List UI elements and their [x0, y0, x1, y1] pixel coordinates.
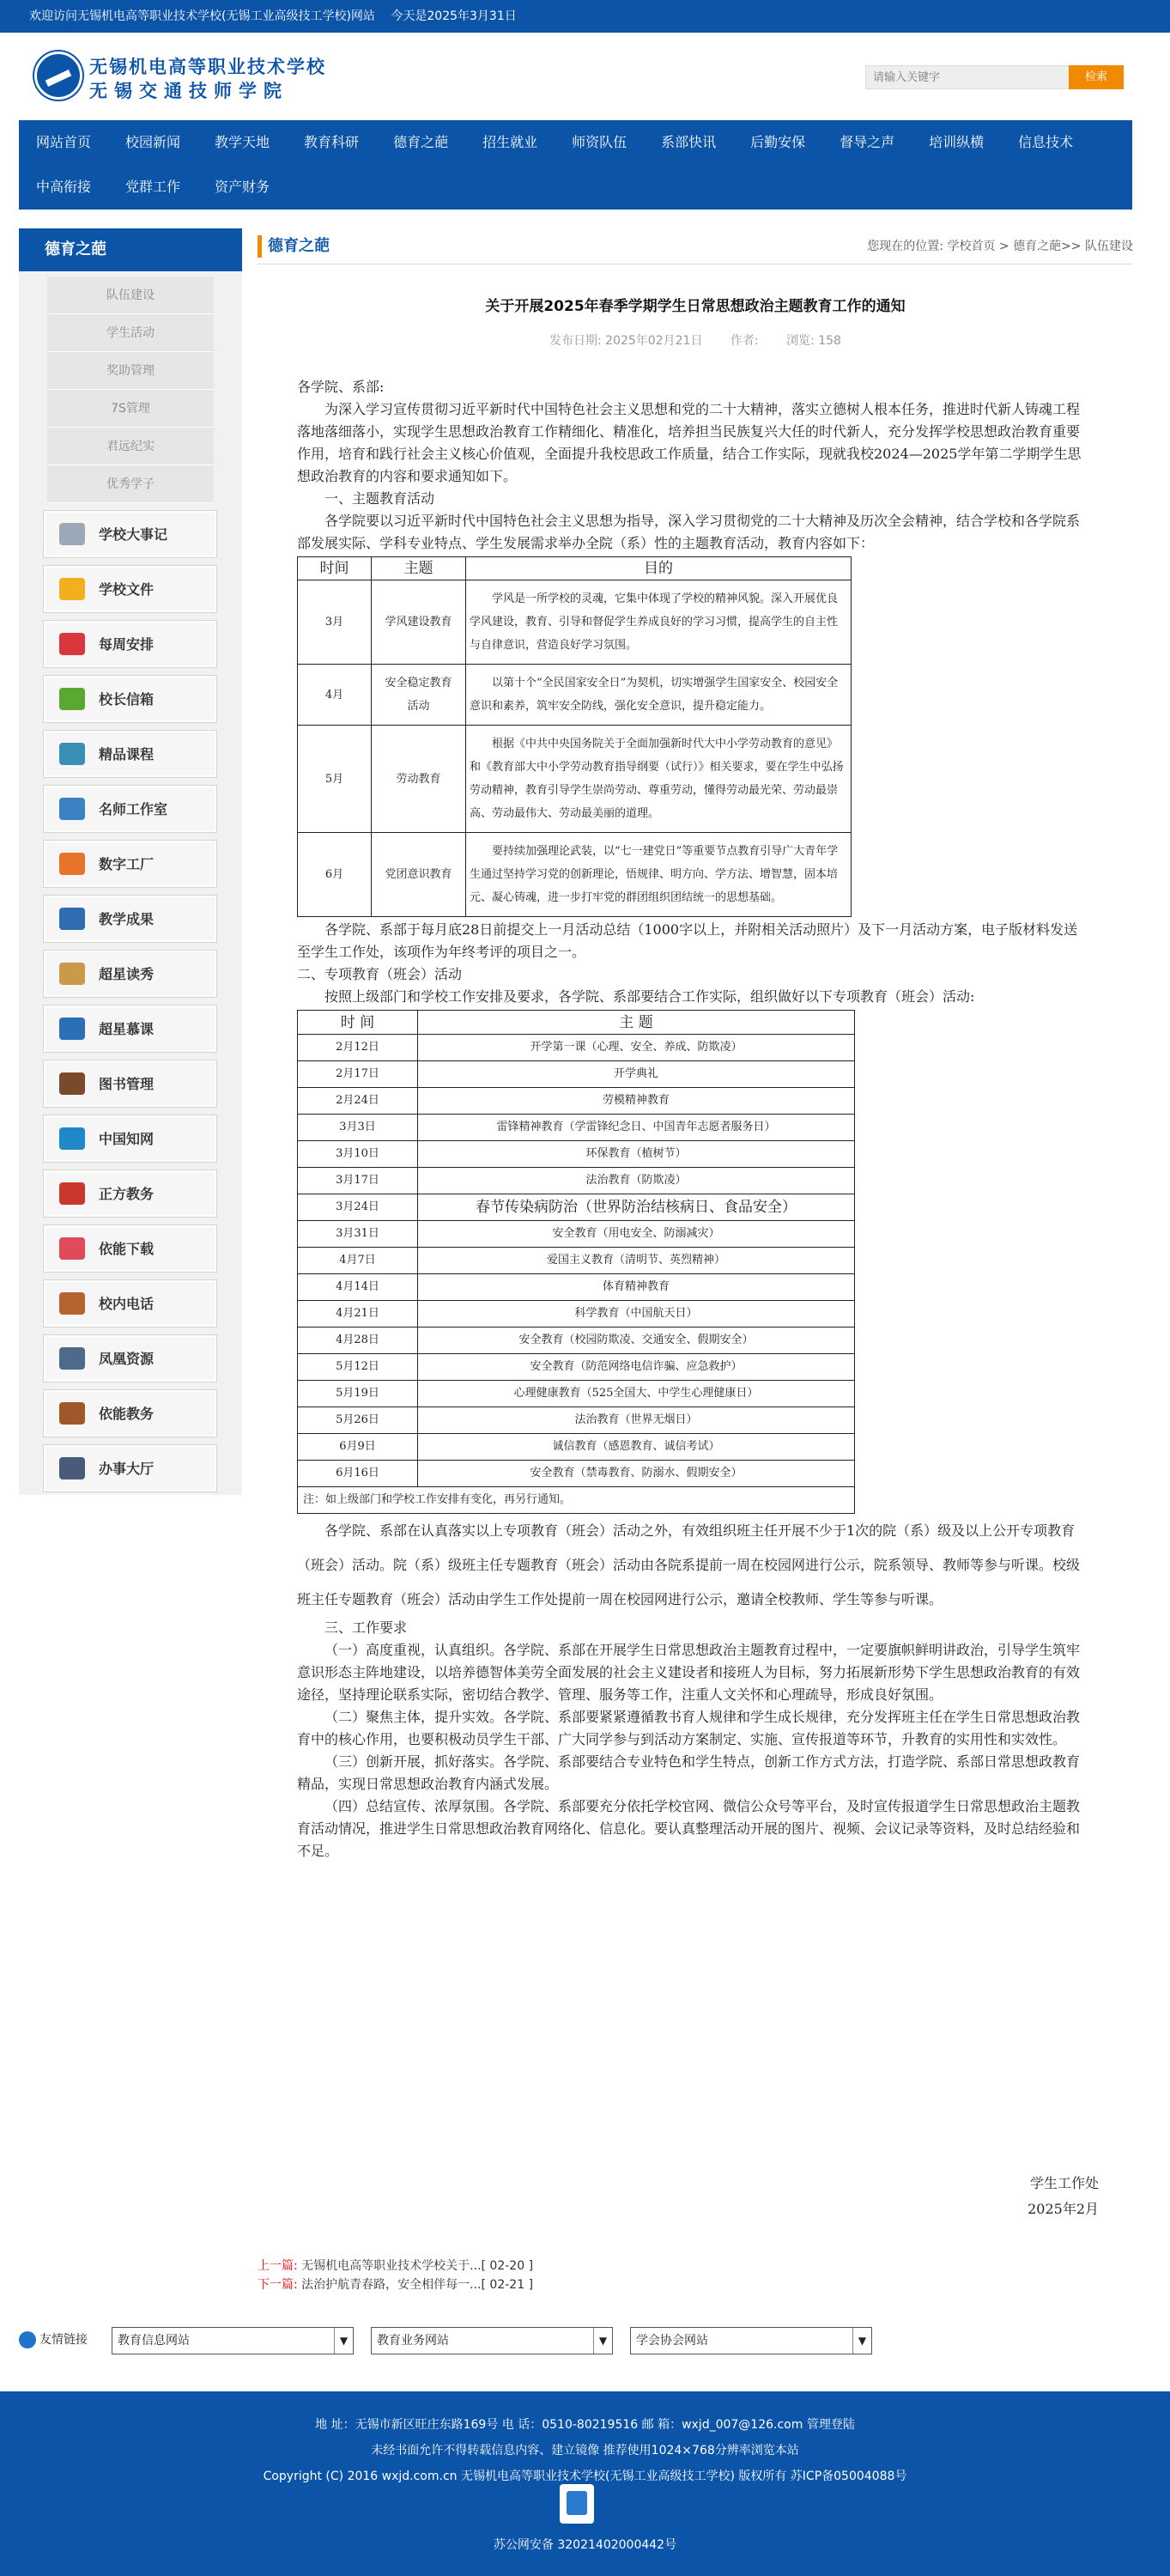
quick-link-button[interactable]: [43, 1334, 217, 1382]
sidebar-sub-item[interactable]: 7S管理: [47, 390, 214, 428]
table-cell: 法治教育（世界无烟日）: [418, 1407, 855, 1434]
table-cell: 4月28日: [298, 1327, 418, 1354]
search-input[interactable]: [865, 65, 1070, 89]
factory-icon: [59, 853, 85, 875]
article-meta: [258, 331, 1133, 349]
satellite-dish-icon: [59, 1457, 85, 1479]
table-row: [298, 1434, 855, 1461]
paragraph-2: 各学院、系部于每月底28日前提交上一月活动总结（1000字以上，并附相关活动照片）及下一月活动方案，电子版材料发送至学生工作处，该项作为年终考评的项目之一。: [297, 921, 1078, 960]
heading-2: 二、专项教育（班会）活动: [297, 966, 463, 982]
table-cell: 根据《中共中央国务院关于全面加强新时代大中小学劳动教育的意见》和《教育部大中小学劳动教育指导纲要（试行）》相关要求，要在学生中弘扬劳动精神，教育引导学生崇尚劳动、尊重劳动，懂得劳动最光荣、劳动最崇高、劳动最伟大、劳动最美丽的道理。: [466, 726, 852, 833]
quick-link-button[interactable]: [43, 730, 217, 778]
table-cell: 科学教育（中国航天日）: [418, 1301, 855, 1327]
table-cell: 环保教育（植树节）: [418, 1141, 855, 1168]
quick-link-button[interactable]: [43, 895, 217, 943]
table-cell: 2月17日: [298, 1061, 418, 1088]
logo-line-1: 无锡机电高等职业技术学校: [89, 56, 326, 77]
table-cell: 要持续加强理论武装，以“七一建党日”等重要节点教育引导广大青年学生通过坚持学习党的创新理论，悟规律、明方向、学方法、增智慧，固本培元、凝心铸魂，进一步打牢党的群团组织团结统一的思想基础。: [466, 833, 852, 917]
sidebar-sub-item[interactable]: 奖助管理: [47, 352, 214, 390]
quick-link-label: 校长信箱: [99, 691, 155, 708]
table-cell: 学风建设教育: [372, 580, 466, 665]
table-cell: 安全教育（校园防欺凌、交通安全、假期安全）: [418, 1327, 855, 1354]
nav-item[interactable]: 党群工作: [125, 179, 181, 195]
paragraph-4: 各学院、系部在认真落实以上专项教育（班会）活动之外，有效组织班主任开展不少于1次的院（系）级及以上公开专项教育（班会）活动。院（系）级班主任专题教育（班会）活动由各院系提前一周在校园网进行公示，院系领导、教师等参与听课。校级班主任专题教育（班会）活动由学生工作处提前一周在校园网进行公示，邀请全校教师、学生等参与听课。: [297, 1522, 1081, 1607]
table-cell: 2月12日: [298, 1035, 418, 1061]
table-row: [298, 1061, 855, 1088]
prev-label: 上一篇:: [258, 2259, 298, 2273]
quick-link-label: 数字工厂: [99, 856, 155, 872]
footer-notice: 未经书面允许不得转载信息内容、建立镜像 推荐使用1024×768分辨率浏览本站: [371, 2444, 799, 2458]
globe-icon: [59, 1127, 85, 1150]
table-cell: 党团意识教育: [372, 833, 466, 917]
quick-link-label: 每周安排: [99, 636, 155, 653]
table-row: [298, 1141, 855, 1168]
prev-title[interactable]: 无锡机电高等职业技术学校关于...[ 02-20 ]: [301, 2259, 534, 2273]
table-cell: 安全教育（防范网络电信诈骗、应急救护）: [418, 1354, 855, 1381]
table-cell: 3月: [298, 580, 372, 665]
top-bar: [0, 0, 1170, 33]
quick-link-button[interactable]: [43, 785, 217, 833]
footer-copyright: Copyright (C) 2016 wxjd.com.cn 无锡机电高等职业技术学校(无锡工业高级技工学校) 版权所有 苏ICP备05004088号: [263, 2470, 907, 2483]
select-value: 教育信息网站: [118, 2334, 190, 2348]
table-cell: 3月3日: [298, 1115, 418, 1141]
download-icon: [59, 688, 85, 710]
table-cell: 2月24日: [298, 1088, 418, 1115]
view-count: 浏览: 158: [786, 334, 841, 348]
table-cell: 6月9日: [298, 1434, 418, 1461]
sidebar-sub-item[interactable]: 君远纪实: [47, 428, 214, 465]
table-row: [298, 1301, 855, 1327]
links-select-education-info[interactable]: [112, 2327, 354, 2354]
date-text: 今天是2025年3月31日: [391, 9, 517, 23]
nav-item[interactable]: 后勤安保: [750, 134, 806, 150]
footer: [0, 2391, 1170, 2576]
friendly-links: [19, 2325, 1132, 2360]
table-row: [298, 1221, 855, 1248]
table-cell: 开学第一课（心理、安全、养成、防欺凌）: [418, 1035, 855, 1061]
salutation: 各学院、系部:: [297, 379, 385, 395]
next-title[interactable]: 法治护航青春路，安全相伴每一...[ 02-21 ]: [301, 2278, 534, 2292]
chevron-down-icon: ▼: [334, 2328, 353, 2354]
requirement-2: （二）聚焦主体，提升实效。各学院、系部要紧紧遵循教书育人规律和学生成长规律，充分发挥班主任在学生日常思想政治教育中的核心作用，也要积极动员学生干部、广大同学参与到活动方案制定、实施、宣传报道等环节，升教育的实用性和实效性。: [297, 1709, 1081, 1747]
calendar-icon: [59, 633, 85, 655]
school-logo[interactable]: [34, 52, 326, 103]
welcome-text: 欢迎访问无锡机电高等职业技术学校(无锡工业高级技工学校)网站: [29, 9, 375, 23]
sidebar-sub-item[interactable]: 优秀学子: [47, 465, 214, 503]
main-nav: [19, 120, 1132, 210]
table-cell: 体育精神教育: [418, 1274, 855, 1301]
table-cell: 5月12日: [298, 1354, 418, 1381]
nav-item[interactable]: 督导之声: [840, 134, 895, 150]
quick-link-label: 依能教务: [99, 1406, 155, 1422]
box-download-icon: [59, 1237, 85, 1260]
quick-link-label: 超星慕课: [99, 1021, 155, 1037]
folder-icon: [59, 578, 85, 600]
table-cell: 4月7日: [298, 1248, 418, 1274]
quick-link-button[interactable]: [43, 510, 217, 558]
chevron-down-icon: ▼: [593, 2328, 612, 2354]
quick-link-label: 精品课程: [99, 746, 155, 762]
quick-link-label: 超星读秀: [99, 966, 155, 982]
quick-link-button[interactable]: [43, 620, 217, 668]
search-box: [865, 65, 1107, 89]
table-row: [298, 1274, 855, 1301]
quick-link-button[interactable]: [43, 675, 217, 723]
requirement-4: （四）总结宣传、浓厚氛围。各学院、系部要充分依托学校官网、微信公众号等平台，及时宣传报道学生日常思想政治主题教育活动情况，推进学生日常思想政治教育网络化、信息化。要认真整理活动开展的图片、视频、会议记录等资料，及时总结经验和不足。: [297, 1798, 1081, 1859]
footer-police-record[interactable]: 苏公网安备 32021402000442号: [493, 2538, 677, 2552]
book-icon: [59, 1072, 85, 1095]
quick-link-button[interactable]: [43, 1005, 217, 1053]
table-cell: 4月21日: [298, 1301, 418, 1327]
next-label: 下一篇:: [258, 2278, 298, 2292]
quick-link-button[interactable]: [43, 950, 217, 998]
theme-education-table: [297, 556, 852, 917]
table-row: [298, 665, 852, 726]
table-row: [298, 1115, 855, 1141]
nav-item[interactable]: 教育科研: [304, 134, 360, 150]
table-header: 目的: [466, 557, 852, 580]
nav-item[interactable]: 系部快讯: [661, 134, 717, 150]
links-select-associations[interactable]: [630, 2327, 872, 2354]
article-body: [297, 376, 1087, 1862]
table-row: [298, 1194, 855, 1221]
table-row: [298, 1354, 855, 1381]
table-note: 注：如上级部门和学校工作安排有变化，再另行通知。: [298, 1487, 855, 1514]
nav-item[interactable]: 中高衔接: [36, 179, 92, 195]
table-row: [298, 726, 852, 833]
nav-item[interactable]: 校园新闻: [125, 134, 181, 150]
table-cell: 6月: [298, 833, 372, 917]
table-cell: 以第十个“全民国家安全日”为契机，切实增强学生国家安全、校园安全意识和素养，筑牢安全防线，强化安全意识，提升稳定能力。: [466, 665, 852, 726]
table-cell: 劳动教育: [372, 726, 466, 833]
prev-next-links: [258, 2257, 533, 2294]
table-cell: 3月10日: [298, 1141, 418, 1168]
nav-item[interactable]: 网站首页: [36, 134, 92, 150]
table-header: 主题: [372, 557, 466, 580]
table-row: [298, 1248, 855, 1274]
nav-item[interactable]: 信息技术: [1018, 134, 1074, 150]
logo-line-2: 无锡交通技师学院: [89, 80, 288, 101]
table-header: 时 间: [298, 1011, 418, 1035]
table-cell: 心理健康教育（525全国大、中学生心理健康日）: [418, 1381, 855, 1407]
quick-link-button[interactable]: [43, 1115, 217, 1163]
table-cell: 雷锋精神教育（学雷锋纪念日、中国青年志愿者服务日）: [418, 1115, 855, 1141]
intro-paragraph: 为深入学习宣传贯彻习近平新时代中国特色社会主义思想和党的二十大精神，落实立德树人根本任务，推进时代新人铸魂工程落地落细落小，实现学生思想政治教育工作精细化、精准化，培养担当民族复兴大任的时代新人，充分发挥学校思想政治教育重要作用，培育和践行社会主义核心价值观，全面提升我校思政工作质量，结合工作实际，现就我校2024—2025学年第二学期学生思想政治教育的内容和要求通知如下。: [297, 401, 1082, 484]
quick-link-label: 学校文件: [99, 581, 155, 598]
police-badge-icon[interactable]: [560, 2484, 594, 2524]
article-title: 关于开展2025年春季学期学生日常思想政治主题教育工作的通知: [485, 298, 906, 315]
table-cell: 5月26日: [298, 1407, 418, 1434]
satellite-icon: [59, 1347, 85, 1370]
table-cell: 开学典礼: [418, 1061, 855, 1088]
quick-link-label: 教学成果: [99, 911, 155, 927]
table-cell: 安全教育（用电安全、防溺减灾）: [418, 1221, 855, 1248]
monitor-icon: [59, 798, 85, 820]
globe-icon: [19, 2331, 36, 2348]
select-value: 学会协会网站: [636, 2334, 708, 2348]
table-header: 主 题: [418, 1011, 855, 1035]
footer-address: 地 址：无锡市新区旺庄东路169号 电 话：0510-80219516 邮 箱：wxjd_007@126.com 管理登陆: [315, 2418, 855, 2432]
nav-item[interactable]: 教学天地: [215, 134, 270, 150]
quick-link-label: 中国知网: [99, 1131, 155, 1147]
header: [0, 33, 1170, 118]
table-cell: 4月14日: [298, 1274, 418, 1301]
quick-link-label: 学校大事记: [99, 526, 168, 543]
special-education-table: [297, 1010, 855, 1514]
table-row: [298, 1381, 855, 1407]
sidebar-sub-item[interactable]: 学生活动: [47, 314, 214, 352]
table-row: [298, 1407, 855, 1434]
table-cell: 3月24日: [298, 1194, 418, 1221]
quick-link-label: 正方教务: [99, 1186, 155, 1202]
table-cell: 法治教育（防欺凌）: [418, 1168, 855, 1194]
section-header: [258, 230, 1133, 264]
heading-3: 三、工作要求: [324, 1619, 408, 1636]
quick-link-label: 办事大厅: [99, 1461, 155, 1477]
requirement-3: （三）创新开展，抓好落实。各学院、系部要结合专业特色和学生特点，创新工作方式方法，打造学院、系部日常思想政教育精品，实现日常思想政治教育内涵式发展。: [297, 1753, 1081, 1792]
quick-link-button[interactable]: [43, 1224, 217, 1273]
table-cell: 3月31日: [298, 1221, 418, 1248]
prev-link[interactable]: [258, 2257, 533, 2275]
stack-icon: [59, 1182, 85, 1205]
table-cell: 4月: [298, 665, 372, 726]
quick-link-button[interactable]: [43, 840, 217, 888]
section-title: 德育之葩: [268, 237, 330, 255]
heading-1: 一、主题教育活动: [324, 490, 435, 507]
table-cell: 爱国主义教育（清明节、英烈精神）: [418, 1248, 855, 1274]
phone-book-icon: [59, 1292, 85, 1315]
links-select-education-business[interactable]: [371, 2327, 613, 2354]
quick-link-label: 名师工作室: [99, 801, 168, 817]
book-brown-icon: [59, 1402, 85, 1425]
table-cell: 劳模精神教育: [418, 1088, 855, 1115]
paragraph-3: 按照上级部门和学校工作安排及要求，各学院、系部要结合工作实际，组织做好以下专项教育（班会）活动:: [324, 988, 975, 1005]
quick-link-button[interactable]: [43, 565, 217, 613]
quick-link-button[interactable]: [43, 1060, 217, 1108]
signer: 学生工作处: [1029, 2175, 1099, 2191]
chevron-down-icon: ▼: [852, 2328, 871, 2354]
table-row: [298, 1168, 855, 1194]
quick-link-label: 凤凰资源: [99, 1351, 155, 1367]
table-cell: 春节传染病防治（世界防治结核病日、食品安全）: [418, 1194, 855, 1221]
nav-item[interactable]: 师资队伍: [572, 134, 627, 150]
author: 作者:: [730, 334, 759, 348]
quick-link-button[interactable]: [43, 1444, 217, 1492]
nav-item[interactable]: 招生就业: [482, 134, 538, 150]
table-row: [298, 1461, 855, 1487]
quick-link-button[interactable]: [43, 1279, 217, 1327]
quick-link-button[interactable]: [43, 1389, 217, 1437]
table-cell: 安全稳定教育活动: [372, 665, 466, 726]
book-stack-icon: [59, 1018, 85, 1040]
table-cell: 学风是一所学校的灵魂，它集中体现了学校的精神风貌。深入开展优良学风建设，教育、引导和督促学生养成良好的学习习惯，提高学生的自主性与自律意识，营造良好学习氛围。: [466, 580, 852, 665]
friendly-links-label: [19, 2330, 88, 2348]
table-row: [298, 1327, 855, 1354]
open-book-icon: [59, 963, 85, 985]
next-link[interactable]: [258, 2275, 533, 2294]
search-button[interactable]: 检索: [1069, 65, 1124, 89]
nav-item[interactable]: 德育之葩: [393, 134, 449, 150]
table-cell: 5月19日: [298, 1381, 418, 1407]
table-cell: 安全教育（禁毒教育、防溺水、假期安全）: [418, 1461, 855, 1487]
table-row: [298, 1035, 855, 1061]
table-cell: 3月17日: [298, 1168, 418, 1194]
nav-item[interactable]: 资产财务: [215, 179, 270, 195]
select-value: 教育业务网站: [377, 2334, 449, 2348]
friendly-links-text: 友情链接: [39, 2333, 88, 2347]
table-row: [298, 833, 852, 917]
breadcrumb: 您现在的位置: 学校首页 > 德育之葩>> 队伍建设: [867, 240, 1133, 253]
table-cell: 6月16日: [298, 1461, 418, 1487]
table-header: 时间: [298, 557, 372, 580]
sidebar-sub-item[interactable]: 队伍建设: [47, 276, 214, 314]
quick-link-label: 图书管理: [99, 1076, 155, 1092]
sidebar: [19, 228, 242, 1495]
nav-item[interactable]: 培训纵横: [929, 134, 985, 150]
quick-link-button[interactable]: [43, 1170, 217, 1218]
table-row: [298, 580, 852, 665]
books-icon: [59, 743, 85, 765]
school-emblem-icon: [34, 52, 82, 100]
bar-chart-icon: [59, 908, 85, 930]
table-row: [298, 1088, 855, 1115]
newspaper-icon: [59, 523, 85, 545]
sign-date: 2025年2月: [1028, 2201, 1099, 2217]
requirement-1: （一）高度重视，认真组织。各学院、系部在开展学生日常思想政治主题教育过程中，一定要旗帜鲜明讲政治，引导学生筑牢意识形态主阵地建设，以培养德智体美劳全面发展的社会主义建设者和接班人为目标，努力拓展新形势下学生思想政治教育的有效途径，坚持理论联系实际，密切结合教学、管理、服务等工作，注重人文关怀和心理疏导，形成良好氛围。: [297, 1642, 1081, 1703]
quick-link-label: 校内电话: [99, 1296, 155, 1312]
table-note-row: [298, 1487, 855, 1514]
table-cell: 诚信教育（感恩教育、诚信考试）: [418, 1434, 855, 1461]
paragraph-1: 各学院要以习近平新时代中国特色社会主义思想为指导，深入学习贯彻党的二十大精神及历次全会精神，结合学校和各学院系部发展实际、学科专业特点、学生发展需求举办全院（系）性的主题教育活动，教育内容如下：: [297, 513, 1081, 551]
section-marker: [258, 235, 262, 258]
sidebar-title: 德育之葩: [19, 228, 242, 271]
table-cell: 5月: [298, 726, 372, 833]
quick-link-label: 依能下载: [99, 1241, 155, 1257]
publish-date: 发布日期: 2025年02月21日: [549, 334, 703, 348]
